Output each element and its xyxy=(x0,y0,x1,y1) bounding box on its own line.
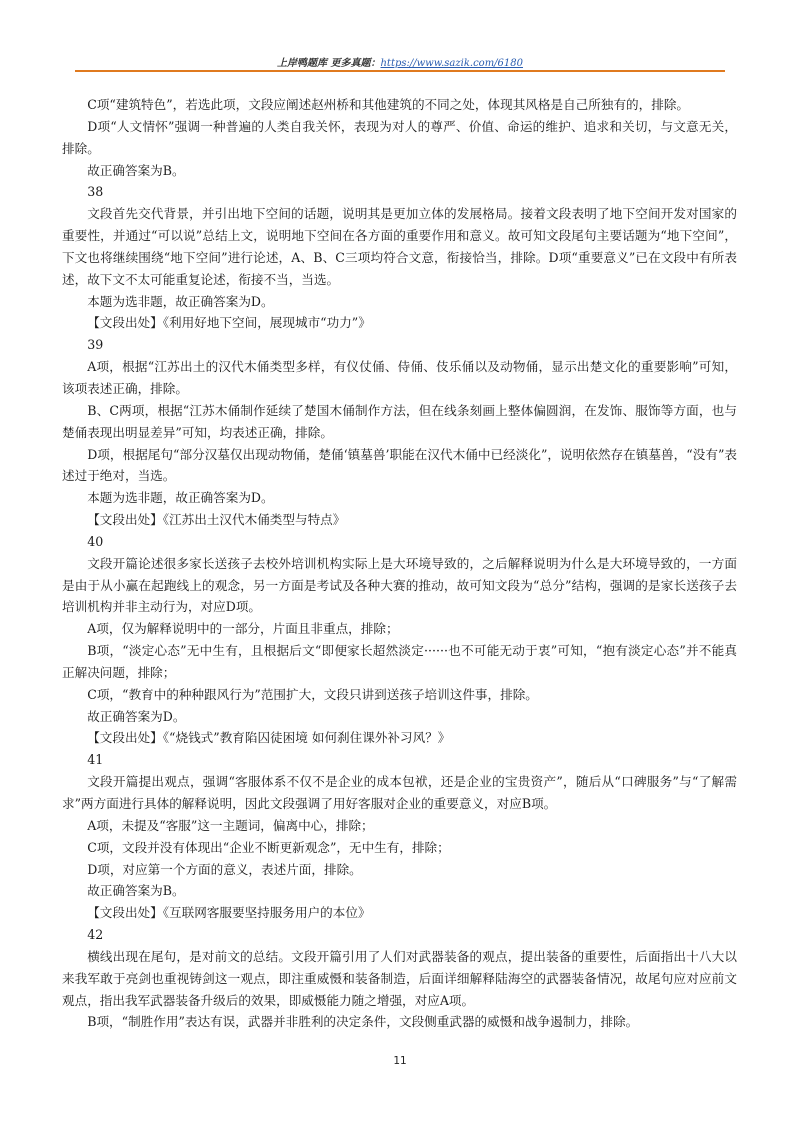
page-number: 11 xyxy=(393,1055,407,1067)
paragraph: 38 xyxy=(87,184,104,200)
paragraph: 42 xyxy=(87,927,104,943)
paragraph: B项，“制胜作用”表达有误，武器并非胜利的决定条件，文段侧重武器的威慑和战争遏制力，排除。 xyxy=(87,1014,639,1030)
paragraph: 【文段出处】《“烧钱式”教育陷囚徒困境 如何刹住课外补习风？》 xyxy=(87,730,451,746)
paragraph: 文段开篇提出观点，强调“客服体系不仅不是企业的成本包袱，还是企业的宝贵资产”，随后从“口碑服务”与“了解需求”两方面进行具体的解释说明，因此文段强调了用好客服对企业的重要意义，对应B项。 xyxy=(62,774,737,811)
paragraph: 横线出现在尾句，是对前文的总结。文段开篇引用了人们对武器装备的观点，提出装备的重要性，后面指出十八大以来我军敢于亮剑也重视铸剑这一观点，即注重威慑和装备制造，后面详细解释陆海空的武器装备情况，故尾句应对应前文观点，指出我军武器装备升级后的效果，即威慑能力随之增强，对应A项。 xyxy=(62,948,737,1008)
paragraph: 40 xyxy=(87,533,104,549)
paragraph: D项，对应第一个方面的意义，表述片面，排除。 xyxy=(87,861,362,877)
paragraph: 【文段出处】《互联网客服要坚持服务用户的本位》 xyxy=(87,905,371,921)
paragraph: A项，根据“江苏出土的汉代木俑类型多样，有仪仗俑、侍俑、伎乐俑以及动物俑，显示出楚文化的重要影响”可知，该项表述正确，排除。 xyxy=(62,359,737,396)
document-body xyxy=(62,94,737,1033)
paragraph: 本题为选非题，故正确答案为D。 xyxy=(87,293,274,309)
paragraph: 【文段出处】《利用好地下空间，展现城市“功力”》 xyxy=(87,315,371,331)
paragraph: 文段首先交代背景，并引出地下空间的话题，说明其是更加立体的发展格局。接着文段表明了地下空间开发对国家的重要性，并通过“可以说”总结上文，说明地下空间在各方面的重要作用和意义。故可知文段尾句主要话题为“地下空间”，下文也将继续围绕“地下空间”进行论述，A、B、C三项均符合文意，衔接恰当，排除。D项“重要意义”已在文段中有所表述，故下文不太可能重复论述，衔接不当，当选。 xyxy=(62,206,737,287)
header-url-link[interactable]: https://www.sazik.com/6180 xyxy=(380,58,523,69)
page-header xyxy=(0,54,800,69)
paragraph: 本题为选非题，故正确答案为D。 xyxy=(87,490,274,506)
paragraph: B项，“淡定心态”无中生有，且根据后文“即便家长超然淡定······也不可能无动于衷”可知，“抱有淡定心态”并不能真正解决问题，排除； xyxy=(62,643,737,680)
paragraph: 41 xyxy=(87,752,104,768)
paragraph: A项，未提及“客服”这一主题词，偏离中心，排除； xyxy=(87,817,374,833)
paragraph: C项“建筑特色”，若选此项，文段应阐述赵州桥和其他建筑的不同之处，体现其风格是自己所独有的，排除。 xyxy=(87,97,690,112)
paragraph: B、C两项，根据“江苏木俑制作延续了楚国木俑制作方法，但在线条刻画上整体偏圆润，在发饰、服饰等方面，也与楚俑表现出明显差异”可知，均表述正确，排除。 xyxy=(62,402,737,440)
paragraph: D项，根据尾句“部分汉墓仅出现动物俑，楚俑‘镇墓兽’职能在汉代木俑中已经淡化”，说明依然存在镇墓兽，“没有”表述过于绝对，当选。 xyxy=(62,446,737,484)
paragraph: D项“人文情怀”强调一种普遍的人类自我关怀，表现为对人的尊严、价值、命运的维护、追求和关切，与文意无关，排除。 xyxy=(62,118,737,156)
paragraph: 文段开篇论述很多家长送孩子去校外培训机构实际上是大环境导致的，之后解释说明为什么是大环境导致的，一方面是由于从小赢在起跑线上的观念，另一方面是考试及各种大赛的推动，故可知文段为“总分”结构，强调的是家长送孩子去培训机构并非主动行为，对应D项。 xyxy=(62,555,737,615)
paragraph: 故正确答案为D。 xyxy=(87,708,186,724)
paragraph: C项，文段并没有体现出“企业不断更新观念”，无中生有，排除； xyxy=(87,839,450,855)
header-divider xyxy=(75,70,725,72)
paragraph: C项，“教育中的种种跟风行为”范围扩大，文段只讲到送孩子培训这件事，排除。 xyxy=(87,686,538,702)
paragraph: 【文段出处】《江苏出土汉代木俑类型与特点》 xyxy=(87,512,346,528)
paragraph: A项，仅为解释说明中的一部分，片面且非重点，排除； xyxy=(87,621,399,637)
paragraph: 39 xyxy=(87,337,104,353)
paragraph: 故正确答案为B。 xyxy=(87,162,185,178)
paragraph: 故正确答案为B。 xyxy=(87,883,185,899)
header-text: 上岸鸭题库 更多真题： xyxy=(277,58,381,69)
